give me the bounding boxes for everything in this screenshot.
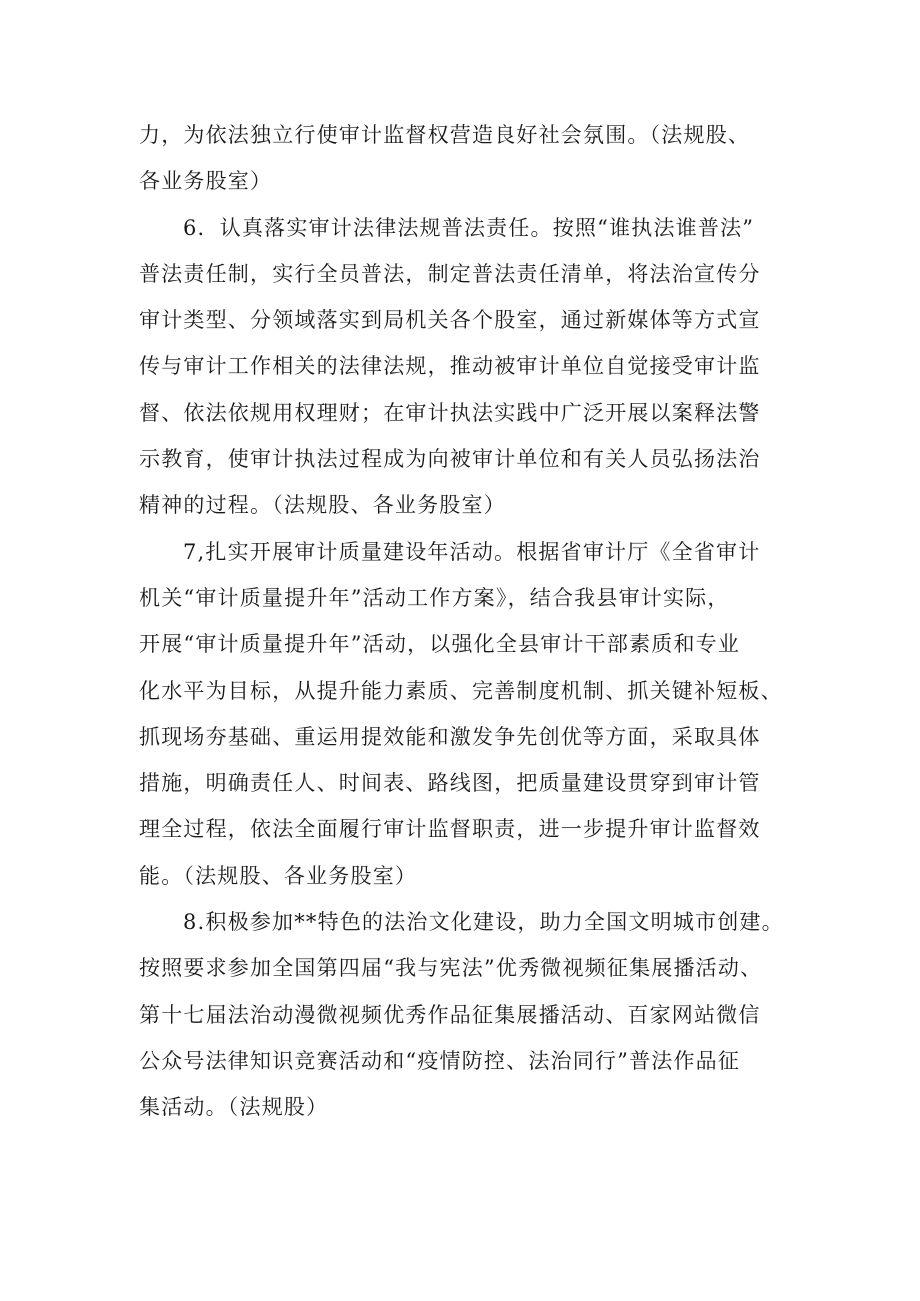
text-line: 各业务股室） <box>139 169 273 194</box>
text-line: 审计类型、分领域落实到局机关各个股室，通过新媒体等方式宣 <box>139 308 761 333</box>
text-line: 督、依法依规用权理财；在审计执法实践中广泛开展以案释法警 <box>139 400 761 425</box>
text-line: 机关“审计质量提升年”活动工作方案》，结合我县审计实际， <box>139 585 730 610</box>
text-line: 抓现场夯基础、重运用提效能和激发争先创优等方面，采取具体 <box>139 724 761 749</box>
paragraph-7-start: 7,扎实开展审计质量建设年活动。根据省审计厅《全省审计 <box>183 539 761 564</box>
text-line: 理全过程，依法全面履行审计监督职责，进一步提升审计监督效 <box>139 817 761 842</box>
text-line: 示教育，使审计执法过程成为向被审计单位和有关人员弘扬法治 <box>139 447 761 472</box>
text-line: 传与审计工作相关的法律法规，推动被审计单位自觉接受审计监 <box>139 354 761 379</box>
paragraph-6-start: 6．认真落实审计法律法规普法责任。按照“谁执法谁普法” <box>183 215 755 240</box>
text-line: 第十七届法治动漫微视频优秀作品征集展播活动、百家网站微信 <box>139 1002 761 1027</box>
text-line: 普法责任制，实行全员普法，制定普法责任清单，将法治宣传分 <box>139 261 761 286</box>
text-line: 力，为依法独立行使审计监督权营造良好社会氛围。（法规股、 <box>139 123 751 147</box>
text-line: 精神的过程。（法规股、各业务股室） <box>139 493 506 518</box>
text-line: 按照要求参加全国第四届“我与宪法”优秀微视频征集展播活动、 <box>139 956 763 981</box>
text-line: 集活动。（法规股） <box>139 1095 329 1120</box>
document-body <box>139 112 819 1131</box>
text-line: 公众号法律知识竞赛活动和“疫情防控、法治同行”普法作品征 <box>139 1048 741 1073</box>
paragraph-8-start: 8.积极参加**特色的法治文化建设，助力全国文明城市创建。 <box>183 910 784 935</box>
text-line: 能。（法规股、各业务股室） <box>139 863 418 888</box>
text-line: 开展“审计质量提升年”活动，以强化全县审计干部素质和专业 <box>139 632 741 657</box>
text-line: 化水平为目标，从提升能力素质、完善制度机制、抓关键补短板、 <box>139 678 783 703</box>
text-line: 措施，明确责任人、时间表、路线图，把质量建设贯穿到审计管 <box>139 771 761 796</box>
